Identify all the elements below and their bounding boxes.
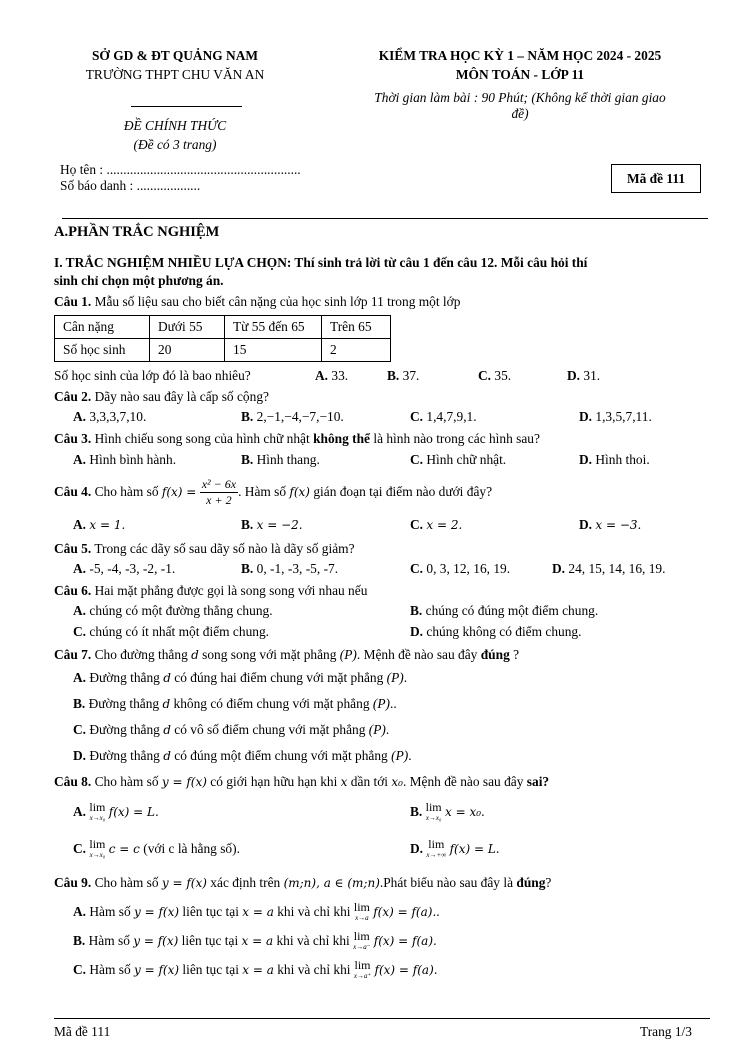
option-b[interactable]: B. 2,−1,−4,−7,−10. [241, 409, 344, 424]
question-4-options [73, 517, 713, 535]
school-header [55, 46, 295, 84]
option-d[interactable]: D. 24, 15, 14, 16, 19. [552, 561, 666, 576]
option-a[interactable]: A. 3,3,3,7,10. [73, 409, 147, 424]
question-6-options [73, 603, 713, 643]
question-8-options [73, 802, 713, 862]
option-c[interactable]: C. 1,4,7,9,1. [410, 409, 477, 424]
table-cell: Từ 55 đến 65 [225, 316, 322, 339]
question-1-options: Số học sinh của lớp đó là bao nhiêu? A. 33. B. 37. C. 35. D. 31. [54, 368, 601, 383]
option-d[interactable]: D. Đường thẳng d có đúng một điểm chung với mặt phẳng (P). [73, 748, 412, 763]
official-label: ĐỀ CHÍNH THỨC (Đề có 3 trang) [55, 116, 295, 154]
option-c[interactable]: C. Hình chữ nhật. [410, 452, 507, 467]
question-1: Câu 1. Mẫu số liệu sau cho biết cân nặng của học sinh lớp 11 trong một lớp [54, 294, 461, 309]
section-divider [62, 218, 708, 219]
option-c[interactable]: C. Hàm số y = f(x) liên tục tại x = a khi và chỉ khi lim x→a⁺ f(x) = f(a). [73, 958, 438, 980]
option-b[interactable]: B. Hình thang. [241, 452, 320, 467]
option-b[interactable]: B. lim x→x₀ x = x₀. [410, 800, 485, 822]
option-d[interactable]: D. 1,3,5,7,11. [579, 409, 652, 424]
exam-title: KIỂM TRA HỌC KỲ 1 – NĂM HỌC 2024 - 2025 [378, 48, 662, 63]
footer-code: Mã đề 111 [54, 1024, 111, 1039]
option-a[interactable]: A. -5, -4, -3, -2, -1. [73, 561, 176, 576]
question-4: Câu 4. Cho hàm số f(x) = $\frac{\text{x² − 6x}}{x + 2}$ . Hàm số f(x) gián đoạn tại điểm nào dưới đây? [54, 477, 493, 508]
option-a[interactable]: A. chúng có một đường thẳng chung. [73, 603, 273, 618]
option-b[interactable]: B. chúng có đúng một điểm chung. [410, 603, 599, 618]
table-cell: Số học sinh [55, 339, 150, 362]
option-b[interactable]: B. Hàm số y = f(x) liên tục tại x = a khi và chỉ khi lim x→a⁻ f(x) = f(a). [73, 929, 437, 951]
option-a[interactable]: A. Đường thẳng d có đúng hai điểm chung với mặt phẳng (P). [73, 670, 408, 685]
option-d[interactable]: D. x = −3. [579, 517, 642, 532]
option-a[interactable]: A. 33. [315, 368, 349, 383]
question-7: Câu 7. Cho đường thẳng d song song với mặt phẳng (P). Mệnh đề nào sau đây đúng ? [54, 647, 520, 662]
table-cell: 15 [225, 339, 322, 362]
weight-table [54, 315, 391, 362]
option-d[interactable]: D. Hình thoi. [579, 452, 650, 467]
question-5-options [73, 561, 723, 579]
student-info [60, 162, 301, 194]
question-6: Câu 6. Hai mặt phẳng được gọi là song song với nhau nếu [54, 583, 368, 598]
header-divider [131, 106, 242, 107]
question-9: Câu 9. Cho hàm số y = f(x) xác định trên (m;n), a ∈ (m;n).Phát biểu nào sau đây là đúng? [54, 875, 552, 890]
option-a[interactable]: A. Hình bình hành. [73, 452, 177, 467]
option-b[interactable]: B. x = −2. [241, 517, 303, 532]
table-row [55, 316, 391, 339]
exam-code-box: Mã đề 111 [611, 164, 701, 193]
option-c[interactable]: C. 35. [478, 368, 512, 383]
option-d[interactable]: D. chúng không có điểm chung. [410, 624, 582, 639]
option-b[interactable]: B. 0, -1, -3, -5, -7. [241, 561, 339, 576]
option-a[interactable]: A. Hàm số y = f(x) liên tục tại x = a khi và chỉ khi lim x→a f(x) = f(a).. [73, 900, 440, 922]
exam-header [320, 46, 720, 84]
question-2-options [73, 409, 713, 427]
part-title: I. TRẮC NGHIỆM NHIỀU LỰA CHỌN: Thí sinh trả lời từ câu 1 đến câu 12. Mỗi câu hỏi thí sinh chỉ chọn một phương án. [54, 255, 588, 288]
table-cell: Trên 65 [322, 316, 391, 339]
option-c[interactable]: C. Đường thẳng d có vô số điểm chung với mặt phẳng (P). [73, 722, 390, 737]
footer-page: Trang 1/3 [640, 1024, 692, 1039]
question-9-options [73, 902, 713, 982]
department-name: SỞ GD & ĐT QUẢNG NAM [91, 48, 259, 63]
question-7-options [73, 670, 713, 766]
question-5: Câu 5. Trong các dãy số sau dãy số nào là dãy số giảm? [54, 541, 355, 556]
option-d[interactable]: D. 31. [567, 368, 601, 383]
option-b[interactable]: B. 37. [387, 368, 420, 383]
school-name: TRƯỜNG THPT CHU VĂN AN [85, 67, 265, 82]
pages-note: (Đề có 3 trang) [133, 137, 217, 152]
option-a[interactable]: A. x = 1. [73, 517, 126, 532]
exam-subject: MÔN TOÁN - LỚP 11 [455, 67, 585, 82]
table-cell: 2 [322, 339, 391, 362]
table-cell: 20 [150, 339, 225, 362]
option-c[interactable]: C. lim x→x₀ c = c (với c là hằng số). [73, 837, 240, 859]
id-line: Số báo danh : ................... [60, 178, 201, 193]
question-2: Câu 2. Dãy nào sau đây là cấp số cộng? [54, 389, 269, 404]
table-cell: Dưới 55 [150, 316, 225, 339]
option-c[interactable]: C. chúng có ít nhất một điểm chung. [73, 624, 270, 639]
option-d[interactable]: D. lim x→+∞ f(x) = L. [410, 837, 500, 859]
section-title: A.PHẦN TRẮC NGHIỆM [54, 224, 220, 240]
question-8: Câu 8. Cho hàm số y = f(x) có giới hạn hữu hạn khi x dần tới x₀. Mệnh đề nào sau đây sai? [54, 774, 550, 789]
option-c[interactable]: C. 0, 3, 12, 16, 19. [410, 561, 511, 576]
exam-time: Thời gian làm bài : 90 Phút; (Không kể thời gian giao đề) [374, 90, 666, 121]
footer-divider [54, 1018, 710, 1019]
table-row [55, 339, 391, 362]
table-cell: Cân nặng [55, 316, 150, 339]
name-line: Họ tên : .......................................................... [60, 162, 301, 177]
option-b[interactable]: B. Đường thẳng d không có điểm chung với mặt phẳng (P).. [73, 696, 397, 711]
question-3-options [73, 452, 713, 470]
function-fraction: $\frac{\text{x² − 6x}}{x + 2}$ [201, 477, 237, 508]
question-3: Câu 3. Hình chiếu song song của hình chữ nhật không thể là hình nào trong các hình sau? [54, 431, 540, 446]
option-c[interactable]: C. x = 2. [410, 517, 463, 532]
option-a[interactable]: A. lim x→x₀ f(x) = L. [73, 800, 159, 822]
